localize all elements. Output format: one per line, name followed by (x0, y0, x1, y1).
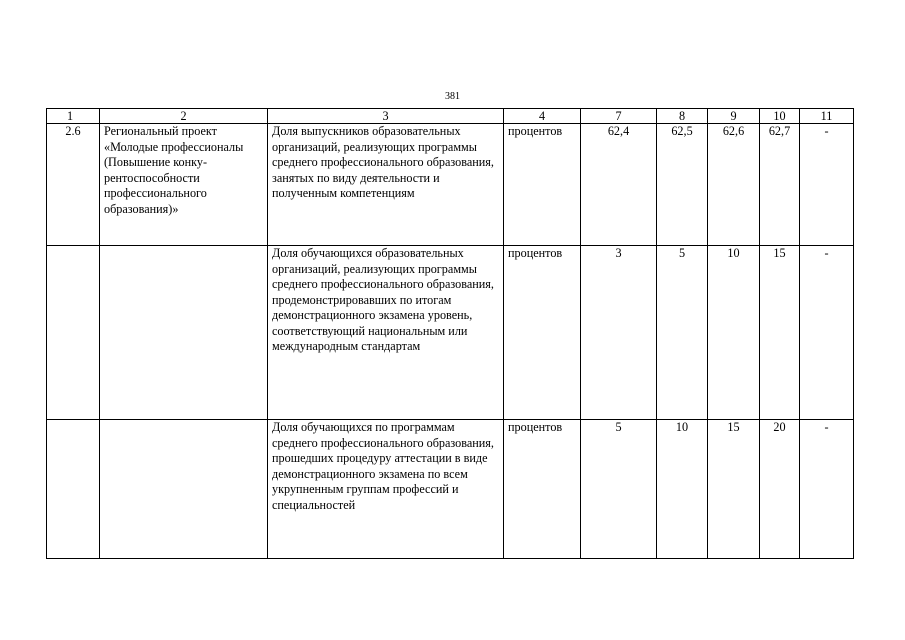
header-cell: 8 (657, 109, 708, 124)
value-cell: - (800, 420, 854, 559)
empty-cell (47, 420, 100, 559)
header-cell: 1 (47, 109, 100, 124)
header-cell: 7 (581, 109, 657, 124)
value-cell: - (800, 246, 854, 420)
empty-cell (100, 246, 268, 420)
unit-cell: процентов (504, 124, 581, 246)
value-cell: - (800, 124, 854, 246)
header-cell: 2 (100, 109, 268, 124)
table-row (47, 124, 854, 246)
value-cell: 62,6 (708, 124, 760, 246)
unit-cell: процентов (504, 246, 581, 420)
empty-cell (100, 420, 268, 559)
table-row (47, 420, 854, 559)
indicators-table (46, 108, 854, 559)
value-cell: 3 (581, 246, 657, 420)
value-cell: 10 (708, 246, 760, 420)
header-cell: 4 (504, 109, 581, 124)
value-cell: 20 (760, 420, 800, 559)
unit-cell: процентов (504, 420, 581, 559)
column-number-row (47, 109, 854, 124)
value-cell: 5 (657, 246, 708, 420)
empty-cell (47, 246, 100, 420)
value-cell: 5 (581, 420, 657, 559)
value-cell: 15 (708, 420, 760, 559)
table-row (47, 246, 854, 420)
project-name: Региональный проект «Молодые профессионалы (Повышение конку-рентоспособности профессионального образования)» (100, 124, 268, 246)
value-cell: 62,4 (581, 124, 657, 246)
header-cell: 10 (760, 109, 800, 124)
value-cell: 62,5 (657, 124, 708, 246)
project-number: 2.6 (47, 124, 100, 246)
value-cell: 62,7 (760, 124, 800, 246)
indicator-name: Доля обучающихся образовательных организаций, реализующих программы среднего профессионального образования, продемонстрировавших по итогам демонстрационного экзамена уровень, соответствующий национальным или международным стандартам (268, 246, 504, 420)
header-cell: 11 (800, 109, 854, 124)
value-cell: 10 (657, 420, 708, 559)
header-cell: 9 (708, 109, 760, 124)
header-cell: 3 (268, 109, 504, 124)
value-cell: 15 (760, 246, 800, 420)
indicator-name: Доля выпускников образовательных организаций, реализующих программы среднего профессионального образования, занятых по виду деятельности и полученным компетенциям (268, 124, 504, 246)
indicator-name: Доля обучающихся по программам среднего профессионального образования, прошедших процедуру аттестации в виде демонстрационного экзамена по всем укрупненным группам профессий и специальностей (268, 420, 504, 559)
page-number: 381 (445, 91, 460, 102)
